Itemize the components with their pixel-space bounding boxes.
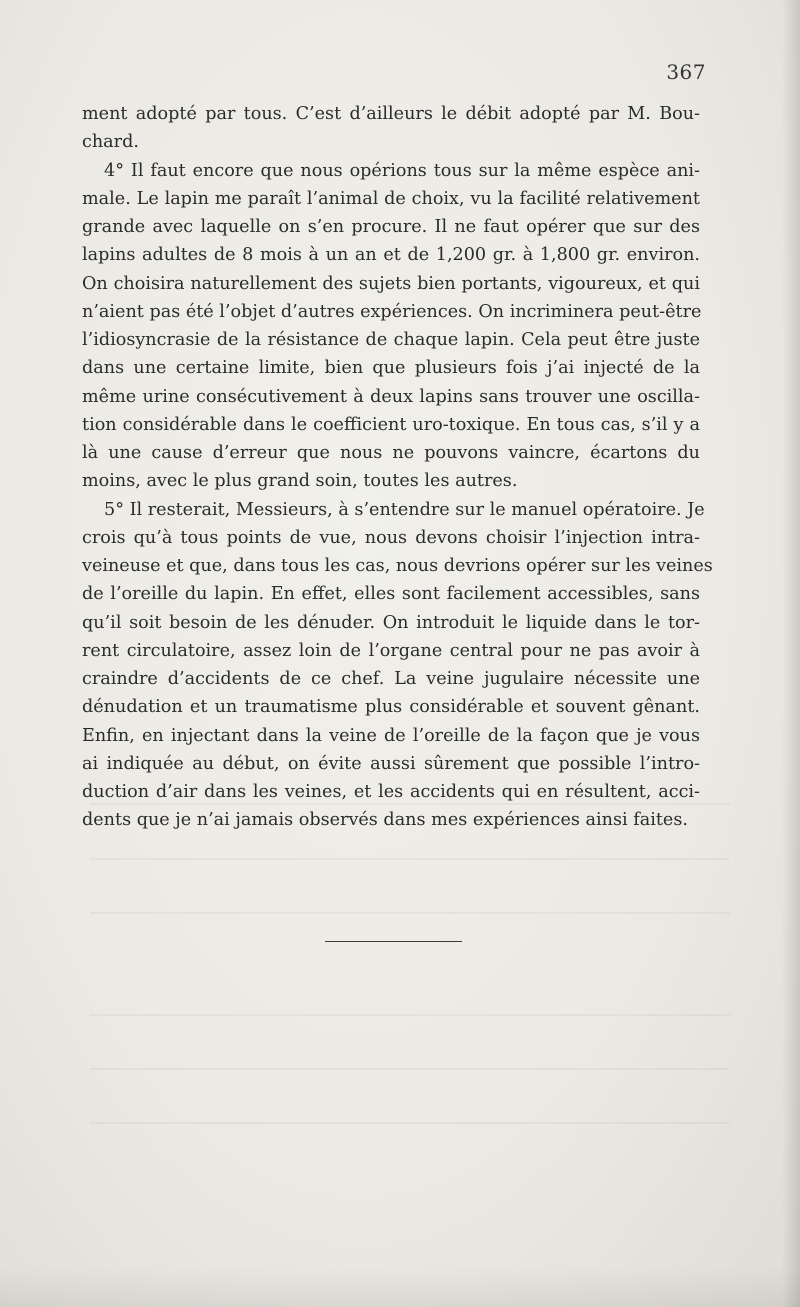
text-line: grande avec laquelle on s’en procure. Il ne faut opérer que sur des [82,217,700,237]
text-line: qu’il soit besoin de les dénuder. On introduit le liquide dans le tor- [82,612,700,633]
text-line: Enfin, en injectant dans la veine de l’oreille de la façon que je vous [82,725,700,746]
text-line: On choisira naturellement des sujets bien portants, vigoureux, et qui [82,273,700,294]
text-line: craindre d’accidents de ce chef. La veine jugulaire nécessite une [82,669,700,689]
bleed-through-line [90,912,730,914]
bleed-through-line [90,1122,730,1124]
bleed-through-line [90,1014,730,1016]
page-bottom-shadow [0,1267,800,1307]
text-line: tion considérable dans le coefficient uro-toxique. En tous cas, s’il y a [82,414,700,435]
text-line: dents que je n’ai jamais observés dans mes expériences ainsi faites. [82,810,688,831]
text-line: même urine consécutivement à deux lapins sans trouver une oscilla- [82,386,700,407]
text-line: rent circulatoire, assez loin de l’organe central pour ne pas avoir à [82,640,700,661]
text-line: male. Le lapin me paraît l’animal de choix, vu la facilité relativement [82,188,700,209]
text-line: crois qu’à tous points de vue, nous devons choisir l’injection intra- [82,527,700,548]
section-divider-rule [325,941,462,942]
text-line: l’idiosyncrasie de la résistance de chaque lapin. Cela peut être juste [82,330,700,350]
bleed-through-line [90,1068,730,1070]
text-line: lapins adultes de 8 mois à un an et de 1,200 gr. à 1,800 gr. environ. [82,245,700,266]
page-number: 367 [666,60,706,84]
text-line: dans une certaine limite, bien que plusieurs fois j’ai injecté de la [82,358,700,379]
text-line: veineuse et que, dans tous les cas, nous devrions opérer sur les veines [82,556,713,576]
text-line: 4° Il faut encore que nous opérions tous sur la même espèce ani- [104,160,700,181]
text-line: de l’oreille du lapin. En effet, elles sont facilement accessibles, sans [82,584,700,605]
text-line: ment adopté par tous. C’est d’ailleurs le débit adopté par M. Bou- [82,104,700,124]
page-edge-shadow [782,0,800,1307]
text-line: 5° Il resterait, Messieurs, à s’entendre sur le manuel opératoire. Je [104,499,705,520]
text-line: là une cause d’erreur que nous ne pouvons vaincre, écartons du [82,443,700,463]
bleed-through-line [90,858,730,860]
text-line: ai indiquée au début, on évite aussi sûrement que possible l’intro- [82,753,700,774]
text-line: duction d’air dans les veines, et les accidents qui en résultent, acci- [82,782,700,802]
text-line: moins, avec le plus grand soin, toutes les autres. [82,471,518,492]
text-line: dénudation et un traumatisme plus considérable et souvent gênant. [82,697,700,718]
text-line: chard. [82,132,139,153]
body-text [82,100,713,835]
text-line: n’aient pas été l’objet d’autres expériences. On incriminera peut-être [82,301,702,322]
